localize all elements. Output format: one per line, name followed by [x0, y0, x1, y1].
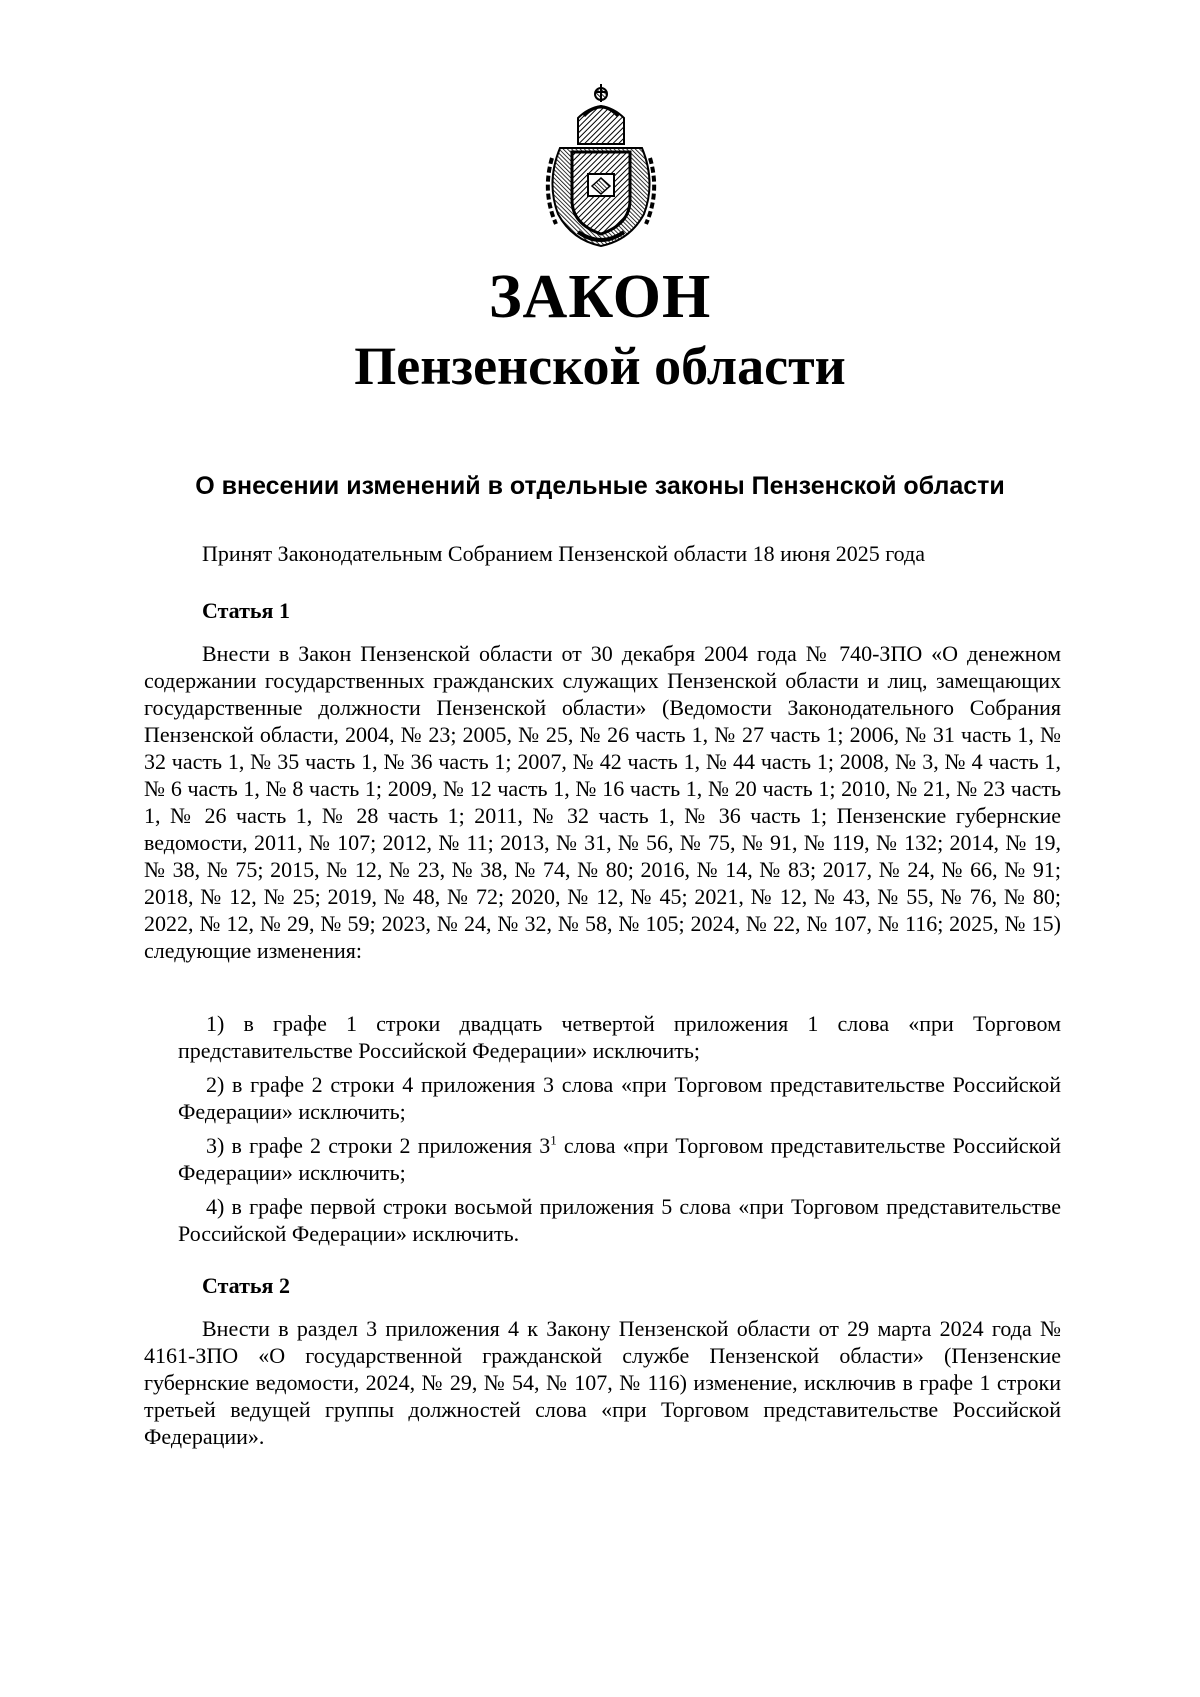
article-1-item-4: 4) в графе первой строки восьмой приложения 5 слова «при Торговом представительстве Российской Федерации» исключить. — [178, 1194, 1061, 1246]
article-1-item-3-superscript: 1 — [550, 1132, 557, 1148]
adoption-note: Принят Законодательным Собранием Пензенской области 18 июня 2025 года — [202, 541, 925, 566]
document-heading: О внесении изменений в отдельные законы Пензенской области — [195, 472, 1005, 500]
article-1-item-1: 1) в графе 1 строки двадцать четвертой приложения 1 слова «при Торговом представительстве Российской Федерации» исключить; — [178, 1011, 1061, 1063]
law-region: Пензенской области — [354, 336, 846, 396]
article-1-intro — [144, 640, 1061, 964]
article-1-item-3-start: 3) в графе 2 строки 2 приложения 3 — [206, 1133, 551, 1158]
article-1-item-3-end: слова «при Торговом представительстве Российской Федерации» исключить; — [178, 1133, 1061, 1185]
coat-of-arms-emblem — [538, 82, 664, 250]
article-2-text: Внести в раздел 3 приложения 4 к Закону Пензенской области от 29 марта 2024 года № 4161-ЗПО «О государственной гражданской службе Пензенской области» (Пензенские губернские ведомости, 2024, № 29, № 54, № 107, № 116) изменение, исключив в графе 1 строки третьей ведущей группы должностей слова «при Торговом представительстве Российской Федерации». — [144, 1316, 1061, 1449]
law-title: ЗАКОН — [488, 263, 712, 331]
article-1-item-2: 2) в графе 2 строки 4 приложения 3 слова «при Торговом представительстве Российской Федерации» исключить; — [178, 1072, 1061, 1124]
article-2-title: Статья 2 — [202, 1273, 290, 1298]
article-1-intro-text: Внести в Закон Пензенской области от 30 декабря 2004 года № 740-ЗПО «О денежном содержании государственных гражданских служащих Пензенской области и лиц, замещающих государственные должности Пензенской области» (Ведомости Законодательного Собрания Пензенской области, 2004, № 23; 2005, № 25, № 26 часть 1, № 27 часть 1; 2006, № 31 часть 1, № 32 часть 1, № 35 часть 1, № 36 часть 1; 2007, № 42 часть 1, № 44 часть 1; 2008, № 3, № 4 часть 1, № 6 часть 1, № 8 часть 1; 2009, № 12 часть 1, № 16 часть 1, № 20 часть 1; 2010, № 21, № 23 часть 1, № 26 часть 1, № 28 часть 1; 2011, № 32 часть 1, № 36 часть 1; Пензенские губернские ведомости, 2011, № 107; 2012, № 11; 2013, № 31, № 56, № 75, № 91, № 119, № 132; 2014, № 19, № 38, № 75; 2015, № 12, № 23, № 38, № 74, № 80; 2016, № 14, № 83; 2017, № 24, № 66, № 91; 2018, № 12, № 25; 2019, № 48, № 72; 2020, № 12, № 45; 2021, № 12, № 43, № 55, № 76, № 80; 2022, № 12, № 29, № 59; 2023, № 24, № 32, № 58, № 105; 2024, № 22, № 107, № 116; 2025, № 15) следующие изменения: — [144, 641, 1061, 963]
article-2-body — [144, 1315, 1061, 1450]
article-1-item-3 — [178, 1132, 1061, 1186]
article-1-title: Статья 1 — [202, 598, 290, 623]
